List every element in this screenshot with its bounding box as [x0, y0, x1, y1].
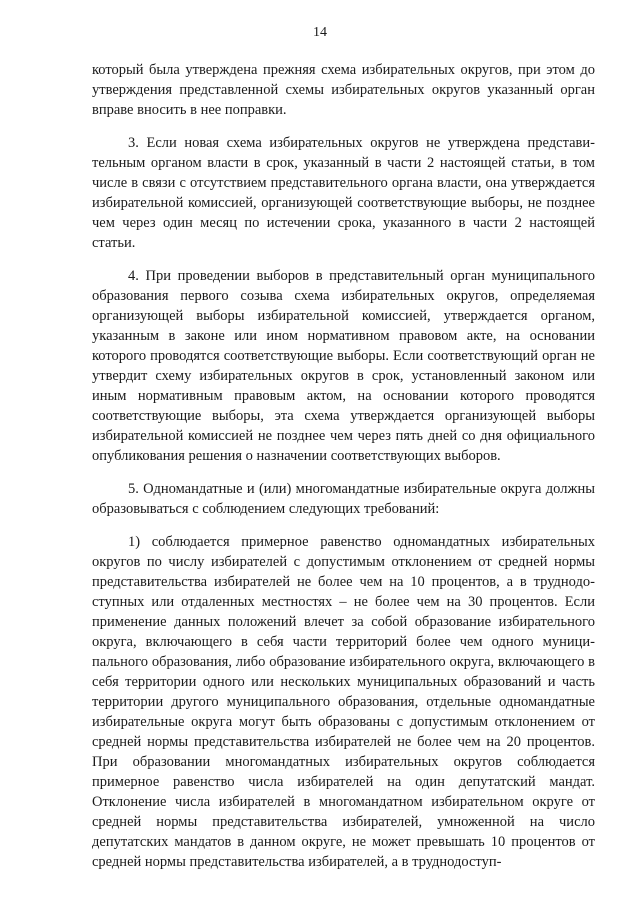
page-number: 14: [313, 25, 327, 40]
paragraph-continuation: который была утверждена прежняя схема избирательных округов, при этом до утверждения представленной схемы избирательных округов указанный орган вправе вносить в нее поправки.: [92, 62, 595, 118]
paragraph-clause-5: 5. Одномандатные и (или) многомандатные избирательные округа должны образовываться с соблюдением следующих требований:: [92, 481, 595, 517]
paragraph-clause-4: 4. При проведении выборов в представительный орган муниципального образования первого созыва схема избирательных округов, определяемая организующей выборы избирательной комиссией, утверждается органом, указанным в законе или ином нормативном правовом акте, на основании которого проводятся соответствующие выборы. Если соответствующий орган не утвердит схему избирательных округов в срок, установленный законом или иным нормативным правовым актом, на основании которого проводятся соответствующие выборы, эта схема утверждается организующей выборы избирательной комиссией не позднее чем через пять дней со дня официального опубликования решения о назначении соответствующих выборов.: [92, 268, 595, 464]
paragraph-clause-3: 3. Если новая схема избирательных округов не утверждена представительным органом власти в срок, указанный в части 2 настоящей статьи, в том числе в связи с отсутствием представительного органа власти, она утверждается избирательной комиссией, организующей соответствующие выборы, не позднее чем через один месяц по истечении срока, указанного в части 2 настоящей статьи.: [92, 135, 595, 251]
paragraph-clause-5-item-1: 1) соблюдается примерное равенство одномандатных избирательных округов по числу избирателей с допустимым отклонением от средней нормы представительства избирателей не более чем на 10 процентов, а в труднодоступных или отдаленных местностях – не более чем на 30 процентов. Если применение данных положений влечет за собой образование избирательного округа, включающего в себя части территорий более чем одного муниципального образования, либо образование избирательного округа, включающего в себя территории одного или нескольких муниципальных образований и часть территории другого муниципального образования, отдельные одномандатные избирательные округа могут быть образованы с допустимым отклонением от средней нормы представительства избирателей не более чем на 20 процентов. При образовании многомандатных избирательных округов соблюдается примерное равенство числа избирателей на один депутатский мандат. Отклонение числа избирателей в многомандатном избирательном округе от средней нормы представительства избирателей, умноженной на число депутатских мандатов в данном округе, не может превышать 10 процентов от средней нормы представительства избирателей, а в труднодоступ-: [92, 534, 595, 870]
document-body: [92, 60, 595, 885]
